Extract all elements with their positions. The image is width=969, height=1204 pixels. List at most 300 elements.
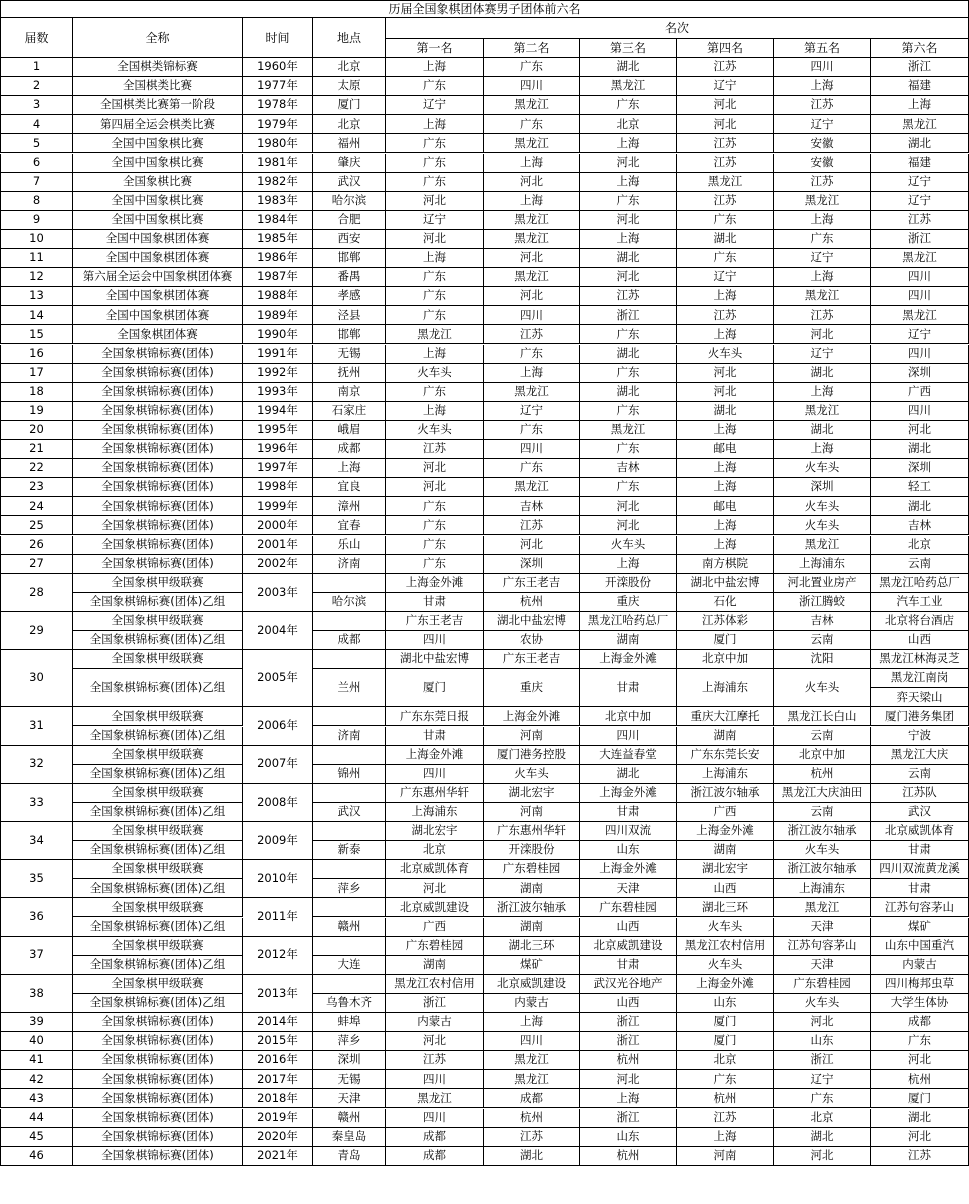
event-place: 秦皇岛	[313, 1128, 386, 1147]
event-place: 孝感	[313, 287, 386, 306]
event-year: 2015年	[243, 1032, 313, 1051]
team-rank-cell: 湖北	[871, 134, 969, 153]
edition-number: 6	[0, 154, 73, 173]
team-rank-cell: 湖北	[871, 497, 969, 516]
event-name: 全国象棋锦标赛(团体)	[73, 459, 243, 478]
team-rank-cell: 安徽	[774, 154, 871, 173]
team-rank-cell: 山东中国重汽	[871, 937, 969, 956]
team-rank-cell: 辽宁	[871, 325, 969, 344]
event-name: 全国象棋锦标赛(团体)乙组	[73, 841, 243, 860]
team-rank-cell: 河北	[386, 230, 484, 249]
event-year: 1990年	[243, 325, 313, 344]
team-rank-cell: 黑龙江	[774, 898, 871, 917]
team-rank-cell: 浙江	[580, 306, 677, 325]
team-rank-cell: 河南	[484, 803, 580, 822]
event-place-blank	[313, 822, 386, 841]
team-rank-cell: 山西	[580, 994, 677, 1013]
team-rank-cell: 河北	[774, 1013, 871, 1032]
event-place: 合肥	[313, 211, 386, 230]
team-rank-cell: 黑龙江农村信用	[386, 975, 484, 994]
event-place: 北京	[313, 58, 386, 77]
event-year: 2004年	[243, 612, 313, 650]
event-name: 全国象棋锦标赛(团体)	[73, 1128, 243, 1147]
team-rank-cell: 湖北	[774, 421, 871, 440]
event-name: 全国象棋锦标赛(团体)	[73, 1089, 243, 1108]
team-rank-cell: 上海	[677, 1128, 774, 1147]
team-rank-cell: 上海金外滩	[580, 650, 677, 669]
edition-number: 25	[0, 516, 73, 535]
team-rank-cell: 江苏	[484, 516, 580, 535]
team-rank-cell: 湖北	[774, 364, 871, 383]
team-rank-cell: 河北	[484, 536, 580, 555]
team-rank-cell: 河北	[386, 1032, 484, 1051]
team-rank-cell: 上海金外滩	[386, 574, 484, 593]
team-rank-cell: 浙江波尔轴承	[484, 898, 580, 917]
event-place-blank	[313, 898, 386, 917]
team-rank-cell: 北京中加	[580, 707, 677, 726]
team-rank-cell: 上海浦东	[677, 765, 774, 784]
team-rank-cell: 黑龙江	[774, 192, 871, 211]
event-place: 武汉	[313, 173, 386, 192]
event-name: 全国象棋锦标赛(团体)	[73, 440, 243, 459]
team-rank-cell: 广西	[677, 803, 774, 822]
team-rank-cell: 浙江波尔轴承	[774, 822, 871, 841]
team-rank-cell: 吉林	[774, 612, 871, 631]
team-rank-cell: 湖北	[580, 383, 677, 402]
team-rank-cell: 四川	[484, 1032, 580, 1051]
team-rank-cell: 江苏	[774, 173, 871, 192]
event-year: 1996年	[243, 440, 313, 459]
event-place: 大连	[313, 956, 386, 975]
team-rank-cell: 云南	[871, 555, 969, 574]
edition-number: 41	[0, 1051, 73, 1070]
edition-number: 12	[0, 268, 73, 287]
team-rank-cell: 四川双流	[580, 822, 677, 841]
team-rank-cell: 湖北宏宇	[484, 784, 580, 803]
team-rank-cell: 广东	[774, 230, 871, 249]
team-rank-cell: 上海	[580, 230, 677, 249]
team-rank-cell: 广东	[484, 345, 580, 364]
team-rank-cell: 江苏	[677, 192, 774, 211]
team-rank-cell: 云南	[774, 631, 871, 650]
team-rank-cell: 江苏	[677, 58, 774, 77]
team-rank-cell: 杭州	[484, 1109, 580, 1128]
event-name: 全国中国象棋团体赛	[73, 306, 243, 325]
team-rank-cell: 河北	[484, 287, 580, 306]
event-year: 2005年	[243, 650, 313, 707]
team-rank-cell: 上海	[386, 345, 484, 364]
team-rank-cell: 湖北	[580, 249, 677, 268]
team-rank-cell: 内蒙古	[484, 994, 580, 1013]
team-rank-cell: 天津	[774, 956, 871, 975]
team-rank-cell: 河北	[484, 249, 580, 268]
team-rank-cell: 四川	[386, 1109, 484, 1128]
edition-number: 9	[0, 211, 73, 230]
edition-number: 8	[0, 192, 73, 211]
team-rank-cell: 上海金外滩	[580, 784, 677, 803]
event-name: 全国象棋锦标赛(团体)乙组	[73, 879, 243, 898]
event-name: 全国棋类比赛第一阶段	[73, 96, 243, 115]
team-rank-cell: 北京中加	[774, 746, 871, 765]
team-rank-cell: 黑龙江	[484, 134, 580, 153]
event-name: 全国中国象棋团体赛	[73, 230, 243, 249]
team-rank-cell: 上海	[774, 211, 871, 230]
header-rank: 第六名	[871, 39, 969, 58]
team-rank-cell: 开滦股份	[580, 574, 677, 593]
event-name: 全国象棋锦标赛(团体)	[73, 1032, 243, 1051]
event-name: 第四届全运会棋类比赛	[73, 115, 243, 134]
team-rank-cell: 黑龙江林海灵芝	[871, 650, 969, 669]
team-rank-cell: 黑龙江大庆	[871, 746, 969, 765]
team-rank-cell: 广东	[484, 58, 580, 77]
edition-number: 38	[0, 975, 73, 1013]
team-rank-cell: 福建	[871, 77, 969, 96]
team-rank-cell: 甘肃	[386, 593, 484, 612]
team-rank-cell: 煤矿	[484, 956, 580, 975]
team-rank-cell: 上海	[677, 421, 774, 440]
event-place: 宜良	[313, 478, 386, 497]
team-rank-cell: 江苏	[580, 287, 677, 306]
team-rank-cell: 河北置业房产	[774, 574, 871, 593]
team-rank-cell: 杭州	[871, 1070, 969, 1089]
team-rank-cell: 重庆大江摩托	[677, 707, 774, 726]
edition-number: 11	[0, 249, 73, 268]
team-rank-cell: 河南	[484, 727, 580, 746]
team-rank-cell: 武汉	[871, 803, 969, 822]
team-rank-cell: 湖北	[677, 402, 774, 421]
event-place: 峨眉	[313, 421, 386, 440]
edition-number: 44	[0, 1109, 73, 1128]
team-rank-cell: 广东惠州华轩	[386, 784, 484, 803]
event-place: 泾县	[313, 306, 386, 325]
team-rank-cell: 河北	[386, 879, 484, 898]
event-place-blank	[313, 574, 386, 593]
team-rank-cell: 广东	[484, 459, 580, 478]
team-rank-cell: 浙江腾蛟	[774, 593, 871, 612]
team-rank-cell: 杭州	[484, 593, 580, 612]
event-name: 全国象棋甲级联赛	[73, 746, 243, 765]
team-rank-cell: 广东	[580, 478, 677, 497]
event-year: 2012年	[243, 937, 313, 975]
event-name: 全国象棋锦标赛(团体)	[73, 478, 243, 497]
team-rank-cell: 河北	[677, 96, 774, 115]
team-rank-cell: 上海金外滩	[484, 707, 580, 726]
header-place: 地点	[313, 18, 386, 58]
event-place: 锦州	[313, 765, 386, 784]
edition-number: 36	[0, 898, 73, 936]
event-name: 全国象棋锦标赛(团体)乙组	[73, 669, 243, 707]
edition-number: 21	[0, 440, 73, 459]
team-rank-cell: 上海	[386, 115, 484, 134]
event-year: 2018年	[243, 1089, 313, 1108]
team-rank-cell: 四川	[871, 268, 969, 287]
event-place: 赣州	[313, 918, 386, 937]
team-rank-cell: 杭州	[774, 765, 871, 784]
team-rank-cell: 湖北	[484, 1147, 580, 1166]
team-rank-cell: 广东	[386, 77, 484, 96]
team-rank-cell: 北京威凯体育	[871, 822, 969, 841]
event-name: 全国象棋锦标赛(团体)	[73, 555, 243, 574]
team-rank-cell: 广东	[386, 287, 484, 306]
edition-number: 40	[0, 1032, 73, 1051]
team-rank-cell: 辽宁	[386, 211, 484, 230]
event-place: 石家庄	[313, 402, 386, 421]
team-rank-cell: 上海	[484, 192, 580, 211]
team-rank-cell: 上海	[484, 1013, 580, 1032]
team-rank-cell: 四川	[386, 1070, 484, 1089]
team-rank-cell: 河北	[580, 516, 677, 535]
team-rank-cell: 辽宁	[774, 115, 871, 134]
team-rank-cell: 上海金外滩	[677, 822, 774, 841]
event-year: 1992年	[243, 364, 313, 383]
event-place: 漳州	[313, 497, 386, 516]
team-rank-cell: 火车头	[774, 994, 871, 1013]
team-rank-cell: 广东	[580, 192, 677, 211]
team-rank-cell: 厦门	[677, 1032, 774, 1051]
team-rank-cell: 江苏	[484, 325, 580, 344]
team-rank-cell: 浙江	[580, 1109, 677, 1128]
team-rank-cell: 黑龙江农村信用	[677, 937, 774, 956]
team-rank-cell: 厦门港务集团	[871, 707, 969, 726]
event-year: 1998年	[243, 478, 313, 497]
team-rank-cell: 广东	[386, 383, 484, 402]
event-place: 萍乡	[313, 879, 386, 898]
event-place: 成都	[313, 631, 386, 650]
event-year: 2021年	[243, 1147, 313, 1166]
team-rank-cell: 云南	[774, 727, 871, 746]
event-year: 1981年	[243, 154, 313, 173]
team-rank-cell: 火车头	[774, 459, 871, 478]
team-rank-cell: 江苏队	[871, 784, 969, 803]
team-rank-cell: 火车头	[677, 345, 774, 364]
team-rank-cell: 上海	[580, 555, 677, 574]
team-rank-cell: 吉林	[871, 516, 969, 535]
team-rank-cell: 大学生体协	[871, 994, 969, 1013]
team-rank-cell: 甘肃	[871, 879, 969, 898]
event-name: 全国象棋锦标赛(团体)	[73, 383, 243, 402]
event-name: 全国象棋锦标赛(团体)乙组	[73, 765, 243, 784]
team-rank-cell: 北京威凯建设	[484, 975, 580, 994]
edition-number: 42	[0, 1070, 73, 1089]
event-name: 全国象棋锦标赛(团体)	[73, 536, 243, 555]
event-name: 全国中国象棋比赛	[73, 154, 243, 173]
edition-number: 28	[0, 574, 73, 612]
edition-number: 15	[0, 325, 73, 344]
team-rank-cell: 上海	[774, 268, 871, 287]
event-place: 西安	[313, 230, 386, 249]
event-name: 第六届全运会中国象棋团体赛	[73, 268, 243, 287]
team-rank-cell: 北京中加	[677, 650, 774, 669]
event-place: 无锡	[313, 1070, 386, 1089]
edition-number: 10	[0, 230, 73, 249]
team-rank-cell: 黑龙江	[774, 287, 871, 306]
team-rank-cell: 北京将台酒店	[871, 612, 969, 631]
team-rank-cell: 江苏	[677, 1109, 774, 1128]
team-rank-cell: 黑龙江	[484, 268, 580, 287]
team-rank-cell: 上海浦东	[677, 669, 774, 707]
team-rank-cell: 上海	[580, 173, 677, 192]
team-rank-cell: 上海	[580, 134, 677, 153]
team-rank-cell: 广东	[677, 1070, 774, 1089]
event-place: 深圳	[313, 1051, 386, 1070]
edition-number: 7	[0, 173, 73, 192]
team-rank-cell: 上海	[774, 77, 871, 96]
team-rank-cell: 黑龙江	[484, 478, 580, 497]
team-rank-cell: 上海	[677, 459, 774, 478]
team-rank-cell: 火车头	[774, 516, 871, 535]
event-year: 1988年	[243, 287, 313, 306]
team-rank-cell: 黑龙江	[774, 536, 871, 555]
team-rank-cell: 广东碧桂园	[580, 898, 677, 917]
event-name: 全国象棋锦标赛(团体)	[73, 345, 243, 364]
event-year: 1982年	[243, 173, 313, 192]
team-rank-cell: 火车头	[774, 841, 871, 860]
team-rank-cell: 广东	[484, 115, 580, 134]
team-rank-cell: 深圳	[774, 478, 871, 497]
team-rank-cell: 厦门港务控股	[484, 746, 580, 765]
event-year: 1991年	[243, 345, 313, 364]
event-year: 1960年	[243, 58, 313, 77]
team-rank-cell: 浙江	[386, 994, 484, 1013]
event-name: 全国中国象棋团体赛	[73, 287, 243, 306]
event-name: 全国中国象棋团体赛	[73, 249, 243, 268]
team-rank-cell: 农协	[484, 631, 580, 650]
event-name: 全国象棋锦标赛(团体)乙组	[73, 956, 243, 975]
event-year: 1984年	[243, 211, 313, 230]
team-rank-cell: 深圳	[484, 555, 580, 574]
team-rank-cell: 河北	[580, 1070, 677, 1089]
team-rank-cell: 浙江	[580, 1013, 677, 1032]
team-rank-cell: 四川	[484, 440, 580, 459]
team-rank-cell: 湖北	[580, 345, 677, 364]
team-rank-cell: 山东	[580, 1128, 677, 1147]
event-name: 全国象棋甲级联赛	[73, 574, 243, 593]
team-rank-cell: 辽宁	[871, 173, 969, 192]
event-name: 全国象棋锦标赛(团体)乙组	[73, 918, 243, 937]
team-rank-cell: 甘肃	[871, 841, 969, 860]
event-name: 全国棋类锦标赛	[73, 58, 243, 77]
event-year: 1985年	[243, 230, 313, 249]
edition-number: 35	[0, 860, 73, 898]
team-rank-cell: 广东	[580, 402, 677, 421]
event-place: 兰州	[313, 669, 386, 707]
team-rank-cell: 北京	[871, 536, 969, 555]
team-rank-cell: 江苏	[677, 134, 774, 153]
team-rank-cell: 上海	[774, 440, 871, 459]
team-rank-cell: 广东王老吉	[484, 574, 580, 593]
event-year: 2000年	[243, 516, 313, 535]
team-rank-cell: 天津	[580, 879, 677, 898]
team-rank-cell: 邮电	[677, 440, 774, 459]
team-rank-cell: 内蒙古	[386, 1013, 484, 1032]
team-rank-cell: 黑龙江	[484, 1051, 580, 1070]
event-name: 全国象棋甲级联赛	[73, 898, 243, 917]
team-rank-cell: 江苏句容茅山	[774, 937, 871, 956]
team-rank-cell: 火车头	[677, 956, 774, 975]
team-rank-cell: 山东	[677, 994, 774, 1013]
event-place-blank	[313, 612, 386, 631]
event-place: 抚州	[313, 364, 386, 383]
edition-number: 3	[0, 96, 73, 115]
team-rank-cell: 广东王老吉	[484, 650, 580, 669]
event-place: 上海	[313, 459, 386, 478]
event-year: 1983年	[243, 192, 313, 211]
team-rank-cell: 广东	[386, 516, 484, 535]
team-rank-cell: 山东	[580, 841, 677, 860]
event-name: 全国象棋甲级联赛	[73, 784, 243, 803]
edition-number: 30	[0, 650, 73, 707]
team-rank-cell: 石化	[677, 593, 774, 612]
team-rank-cell: 北京	[677, 1051, 774, 1070]
event-name: 全国象棋甲级联赛	[73, 707, 243, 726]
team-rank-cell: 上海	[386, 402, 484, 421]
event-year: 1994年	[243, 402, 313, 421]
team-rank-cell: 北京	[580, 115, 677, 134]
team-rank-cell: 黑龙江	[386, 1089, 484, 1108]
team-rank-cell: 四川	[871, 287, 969, 306]
team-rank-cell: 江苏句容茅山	[871, 898, 969, 917]
team-rank-cell: 广东	[871, 1032, 969, 1051]
edition-number: 2	[0, 77, 73, 96]
team-rank-cell: 湖北中盐宏博	[484, 612, 580, 631]
table-title: 历届全国象棋团体赛男子团体前六名	[0, 0, 969, 18]
event-name: 全国象棋锦标赛(团体)	[73, 497, 243, 516]
event-name: 全国象棋甲级联赛	[73, 975, 243, 994]
event-name: 全国象棋甲级联赛	[73, 937, 243, 956]
event-name: 全国象棋锦标赛(团体)	[73, 402, 243, 421]
team-rank-cell: 上海	[580, 1089, 677, 1108]
event-place: 厦门	[313, 96, 386, 115]
event-place: 武汉	[313, 803, 386, 822]
event-place: 哈尔滨	[313, 593, 386, 612]
event-place: 蚌埠	[313, 1013, 386, 1032]
team-rank-cell: 江苏	[871, 211, 969, 230]
edition-number: 22	[0, 459, 73, 478]
team-rank-cell: 黑龙江	[677, 173, 774, 192]
event-year: 2008年	[243, 784, 313, 822]
team-rank-cell: 河北	[580, 268, 677, 287]
team-rank-cell: 河南	[677, 1147, 774, 1166]
team-rank-cell: 湖南	[677, 727, 774, 746]
team-rank-cell: 黑龙江	[484, 230, 580, 249]
team-rank-cell: 轻工	[871, 478, 969, 497]
team-rank-cell: 广东	[386, 536, 484, 555]
team-rank-cell: 黑龙江	[484, 383, 580, 402]
event-name: 全国象棋比赛	[73, 173, 243, 192]
event-place-blank	[313, 707, 386, 726]
team-rank-cell: 江苏	[677, 306, 774, 325]
team-rank-cell: 火车头	[774, 669, 871, 707]
team-rank-cell: 火车头	[677, 918, 774, 937]
event-year: 2017年	[243, 1070, 313, 1089]
team-rank-cell: 河北	[774, 1147, 871, 1166]
header-rank: 第三名	[580, 39, 677, 58]
team-rank-cell: 南方棋院	[677, 555, 774, 574]
team-rank-cell: 广东王老吉	[386, 612, 484, 631]
team-rank-cell: 江苏	[677, 154, 774, 173]
edition-number: 45	[0, 1128, 73, 1147]
header-index: 届数	[0, 18, 73, 58]
edition-number: 46	[0, 1147, 73, 1166]
event-name: 全国象棋锦标赛(团体)	[73, 1109, 243, 1128]
team-rank-cell: 上海	[386, 249, 484, 268]
header-rank: 第二名	[484, 39, 580, 58]
team-rank-cell: 辽宁	[774, 1070, 871, 1089]
team-rank-cell: 深圳	[871, 364, 969, 383]
team-rank-cell: 湖南	[677, 841, 774, 860]
team-rank-cell: 四川	[871, 345, 969, 364]
team-rank-cell: 北京威凯体育	[386, 860, 484, 879]
